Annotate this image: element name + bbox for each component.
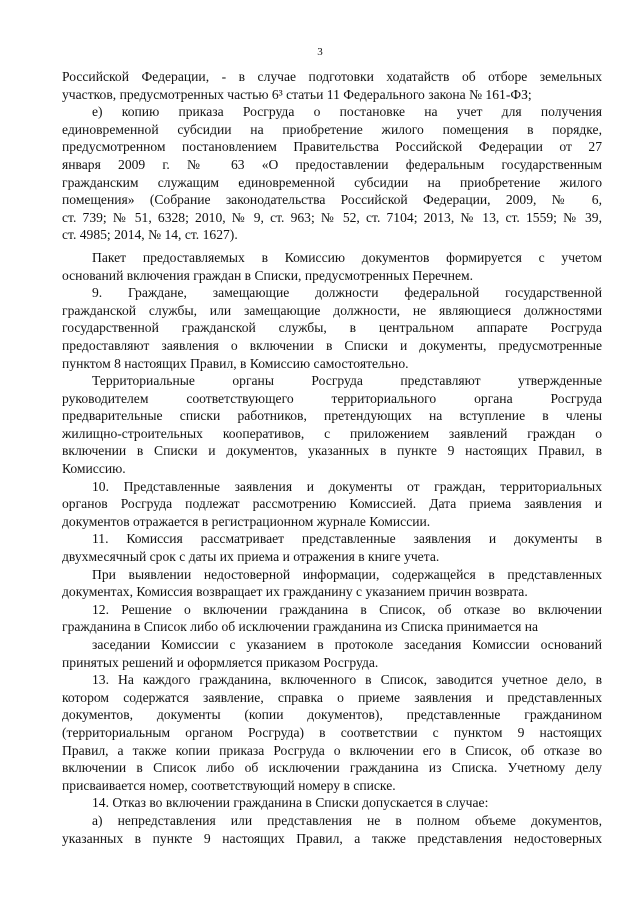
text-line: документов отражается в регистрационном журнале Комиссии. [62,513,431,529]
text-line: руководителем соответствующего территориального органа Росгруда [62,390,602,406]
text-line: включении в Списки и документов, указанных в пункте 9 настоящих Правил, в [62,443,602,459]
text-line: Пакет предоставляемых в Комиссию документов формируется с учетом [92,249,602,265]
text-line: (территориальным органом Росгруда) в соответствии с пунктом 9 настоящих [62,724,602,740]
text-line: предоставляют заявления о включении в Списки и документы, предусмотренные [62,337,602,353]
text-line: ст. 4985; 2014, № 14, ст. 1627). [62,227,238,243]
text-line: предварительные списки работников, претендующих на вступление в члены [62,408,602,424]
text-line: 14. Отказ во включении гражданина в Списки допускается в случае: [92,795,489,811]
text-line: 13. На каждого гражданина, включенного в Список, заводится учетное дело, в [92,672,602,688]
text-line: Российской Федерации, - в случае подготовки ходатайств об отборе земельных [62,69,602,84]
text-line: органов Росгруда подлежат рассмотрению Комиссией. Дата приема заявления и [62,496,602,512]
text-line: 9. Граждане, замещающие должности федеральной государственной [92,285,602,301]
text-line: государственной гражданской службы, в центральном аппарате Росгруда [62,320,602,336]
text-line: указанных в пункте 9 настоящих Правил, а также представления недостоверных [62,830,602,846]
text-line: котором содержатся заявление, справка о приеме заявления и представленных [62,689,602,705]
text-line: единовременной субсидии на приобретение жилого помещения в порядке, [62,121,602,137]
text-line: оснований включения граждан в Списки, предусмотренных Перечнем. [62,267,474,283]
document-body [62,68,602,847]
text-line: 11. Комиссия рассматривает представленные заявления и документы в [92,531,602,547]
text-line: предусмотренном постановлением Правительства Российской Федерации от 27 [62,139,602,155]
text-line: Комиссию. [62,461,126,477]
text-line: документах, Комиссия возвращает их гражданину с указанием причин возврата. [62,584,528,600]
text-line: гражданина в Список либо об исключении гражданина из Списка принимается на [62,619,539,635]
text-line: Территориальные органы Росгруда представляют утвержденные [92,373,602,389]
text-line: 12. Решение о включении гражданина в Список, об отказе во включении [92,601,602,617]
text-line: Правил, а также копии приказа Росгруда о включении его в Список, об отказе во [62,742,602,758]
text-line: присваивается номер, соответствующий номеру в списке. [62,777,396,793]
text-line: е) копию приказа Росгруда о постановке на учет для получения [92,104,602,120]
text-line: 10. Представленные заявления и документы от граждан, территориальных [92,478,602,494]
text-line: гражданской службы, или замещающие должности, не являющиеся должностями [62,302,602,318]
text-line: а) непредставления или представления не в полном объеме документов, [92,812,602,828]
text-line: помещения» (Собрание законодательства Российской Федерации, 2009, № 6, [62,192,602,208]
text-line: При выявлении недостоверной информации, содержащейся в представленных [92,566,602,582]
text-line: гражданским служащим единовременной субсидии на приобретение жилого [62,174,602,190]
text-line: января 2009 г. № 63 «О предоставлении федеральным государственным [62,156,602,172]
text-line: участков, предусмотренных частью 6³ статьи 11 Федерального закона № 161-ФЗ; [62,86,532,102]
text-line: принятых решений и оформляется приказом Росгруда. [62,654,379,670]
text-line: включении в Список либо об исключении гражданина из Списка. Учетному делу [62,760,602,776]
page-number: 3 [317,46,323,58]
text-line: жилищно-строительных кооперативов, с приложением заявлений граждан о [62,425,602,441]
text-line: документов, документы (копии документов), представленные гражданином [62,707,602,723]
text-line: заседании Комиссии с указанием в протоколе заседания Комиссии оснований [92,637,602,652]
text-line: ст. 739; № 51, 6328; 2010, № 9, ст. 963; № 52, ст. 7104; 2013, № 13, ст. 1559; № 39, [62,209,602,225]
text-line: двухмесячный срок с даты их приема и отражения в книге учета. [62,549,440,565]
text-line: пунктом 8 настоящих Правил, в Комиссию самостоятельно. [62,355,409,371]
